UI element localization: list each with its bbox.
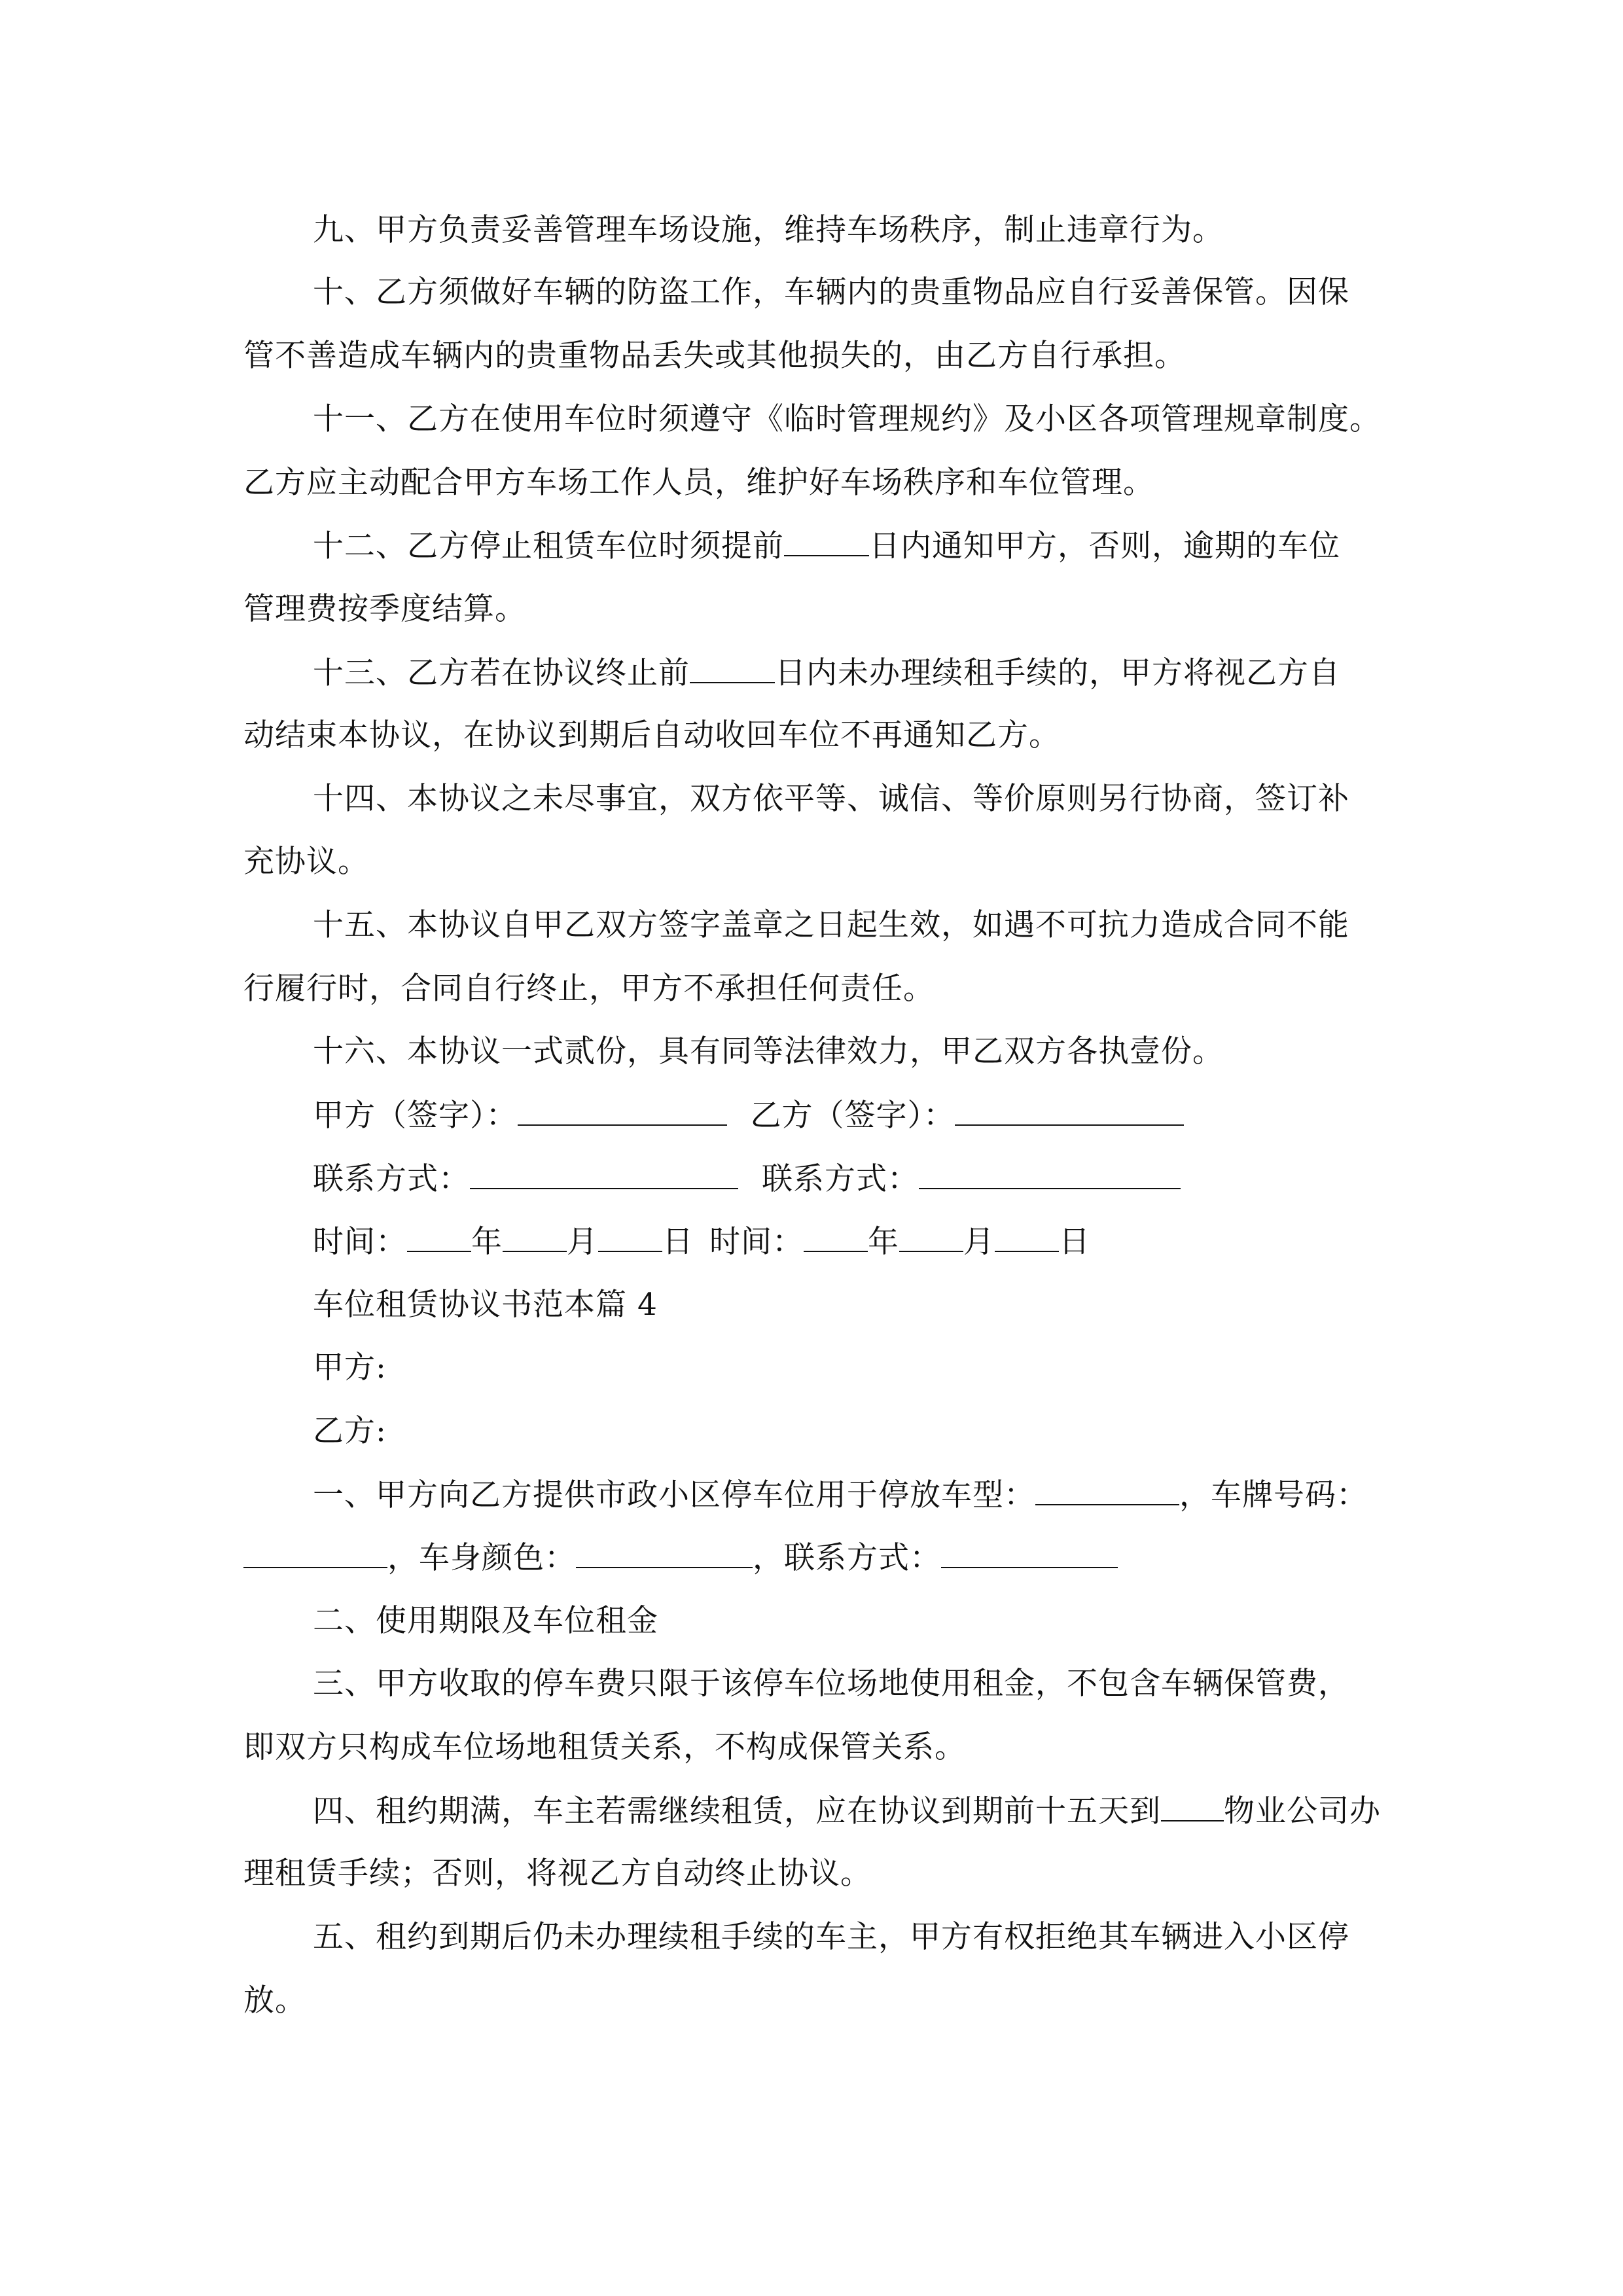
clause-12-text-a: 十二、乙方停止租赁车位时须提前	[313, 528, 784, 564]
clause-12-line-2: 管理费按季度结算。	[243, 591, 526, 627]
clause-11-line-2: 乙方应主动配合甲方车场工作人员，维护好车场秩序和车位管理。	[243, 465, 1154, 501]
contact-a-label: 联系方式：	[313, 1161, 470, 1197]
time-a-label: 时间：	[313, 1224, 407, 1260]
party-b-sign-blank	[955, 1096, 1184, 1126]
day-a-label: 日	[662, 1224, 694, 1260]
s4-clause-5-line-2: 放。	[243, 1982, 306, 2018]
section-4-heading: 车位租赁协议书范本篇 4	[313, 1287, 658, 1323]
clause-12-text-b: 日内通知甲方，否则，逾期的车位	[869, 528, 1340, 564]
month-b-blank	[899, 1222, 963, 1252]
date-row	[313, 1222, 1090, 1261]
party-a-sign-label: 甲方（签字）：	[313, 1098, 518, 1134]
s4-clause-3-line-1: 三、甲方收取的停车费只限于该停车位场地使用租金，不包含车辆保管费，	[313, 1666, 1349, 1702]
clause-9-line-1: 九、甲方负责妥善管理车场设施，维持车场秩序，制止违章行为。	[313, 212, 1224, 248]
clause-15-line-2: 行履行时，合同自行终止，甲方不承担任何责任。	[243, 971, 935, 1007]
clause-12-line-1	[313, 526, 1340, 565]
signature-row	[313, 1096, 1207, 1135]
clause-14-line-2: 充协议。	[243, 844, 369, 880]
contact-b-blank	[919, 1159, 1181, 1189]
time-b-label: 时间：	[709, 1224, 804, 1260]
s4-clause-5-line-1: 五、租约到期后仍未办理续租手续的车主，甲方有权拒绝其车辆进入小区停	[313, 1919, 1349, 1955]
party-a-sign-blank	[518, 1096, 727, 1126]
year-a-label: 年	[471, 1224, 503, 1260]
clause-13-text-a: 十三、乙方若在协议终止前	[313, 655, 690, 691]
s4-clause-4-text-b: 物业公司办	[1224, 1793, 1381, 1829]
year-b-blank	[804, 1222, 868, 1252]
s4-clause-1-line-2	[243, 1538, 1118, 1577]
clause-13-line-2: 动结束本协议，在协议到期后自动收回车位不再通知乙方。	[243, 717, 1060, 753]
clause-13-line-1	[313, 653, 1340, 692]
s4-clause-4-line-2: 理租赁手续；否则，将视乙方自动终止协议。	[243, 1856, 872, 1892]
day-b-label: 日	[1059, 1224, 1090, 1260]
clause-15-line-1: 十五、本协议自甲乙双方签字盖章之日起生效，如遇不可抗力造成合同不能	[313, 907, 1349, 943]
body-color-blank	[576, 1538, 753, 1568]
s4-clause-1-text-c: ，车身颜色：	[387, 1540, 576, 1576]
clause-14-line-1: 十四、本协议之未尽事宜，双方依平等、诚信、等价原则另行协商，签订补	[313, 781, 1349, 817]
notice-days-blank	[784, 526, 869, 556]
year-a-blank	[407, 1222, 471, 1252]
contact-a-blank	[470, 1159, 738, 1189]
day-b-blank	[995, 1222, 1059, 1252]
day-a-blank	[598, 1222, 662, 1252]
contact-b-label: 联系方式：	[762, 1161, 919, 1197]
party-b-sign-label: 乙方（签字）：	[750, 1098, 955, 1134]
contact-info-blank	[941, 1538, 1118, 1568]
s4-clause-4-text-a: 四、租约期满，车主若需继续租赁，应在协议到期前十五天到	[313, 1793, 1161, 1829]
s4-clause-2: 二、使用期限及车位租金	[313, 1603, 658, 1639]
s4-clause-1-text-a: 一、甲方向乙方提供市政小区停车位用于停放车型：	[313, 1477, 1035, 1513]
property-company-blank	[1161, 1791, 1224, 1821]
clause-11-line-1: 十一、乙方在使用车位时须遵守《临时管理规约》及小区各项管理规章制度。	[313, 401, 1381, 437]
year-b-label: 年	[868, 1224, 899, 1260]
vehicle-model-blank	[1035, 1475, 1179, 1505]
month-a-label: 月	[567, 1224, 598, 1260]
s4-clause-3-line-2: 即双方只构成车位场地租赁关系，不构成保管关系。	[243, 1729, 966, 1765]
clause-10-line-1: 十、乙方须做好车辆的防盗工作，车辆内的贵重物品应自行妥善保管。因保	[313, 274, 1349, 310]
plate-number-blank	[243, 1538, 387, 1568]
contact-row	[313, 1159, 1204, 1198]
month-b-label: 月	[963, 1224, 995, 1260]
s4-clause-1-line-1	[313, 1475, 1368, 1515]
s4-clause-1-text-b: ，车牌号码：	[1179, 1477, 1368, 1513]
section-4-party-a: 甲方:	[313, 1350, 387, 1386]
s4-clause-4-line-1	[313, 1791, 1381, 1831]
clause-16-line-1: 十六、本协议一式贰份，具有同等法律效力，甲乙双方各执壹份。	[313, 1033, 1224, 1069]
s4-clause-1-text-d: ，联系方式：	[753, 1540, 941, 1576]
month-a-blank	[503, 1222, 567, 1252]
renewal-days-blank	[690, 653, 775, 683]
clause-13-text-b: 日内未办理续租手续的，甲方将视乙方自	[775, 655, 1340, 691]
section-4-party-b: 乙方:	[313, 1413, 387, 1449]
clause-10-line-2: 管不善造成车辆内的贵重物品丢失或其他损失的，由乙方自行承担。	[243, 338, 1186, 374]
